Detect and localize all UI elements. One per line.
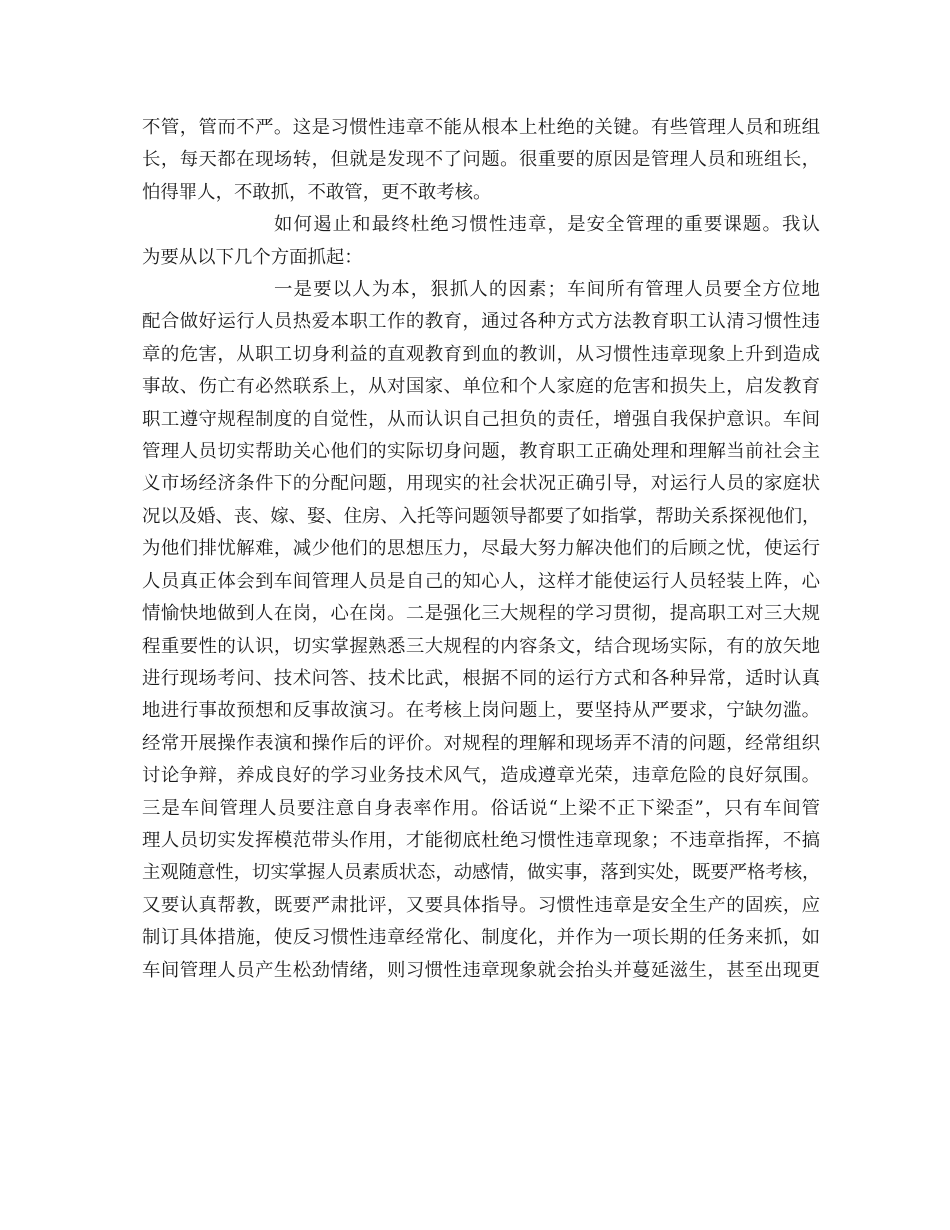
text-line: 为要从以下几个方面抓起： [142, 246, 363, 268]
text-line: 程重要性的认识，切实掌握熟悉三大规程的内容条文，结合现场实际，有的放矢地 [142, 635, 821, 657]
document-body [142, 112, 820, 987]
text-line: 不管，管而不严。这是习惯性违章不能从根本上杜绝的关键。有些管理人员和班组 [142, 117, 821, 138]
text-line: 人员真正体会到车间管理人员是自己的知心人，这样才能使运行人员轻装上阵，心 [142, 570, 821, 592]
text-line: 讨论争辩，养成良好的学习业务技术风气，造成遵章光荣，违章危险的良好氛围。 [142, 765, 821, 787]
text-line: 如何遏止和最终杜绝习惯性违章，是安全管理的重要课题。我认 [274, 214, 822, 236]
text-line: 章的危害，从职工切身利益的直观教育到血的教训，从习惯性违章现象上升到造成 [142, 343, 821, 365]
paragraph [142, 274, 820, 987]
paragraph [142, 209, 820, 274]
text-line: 事故、伤亡有必然联系上，从对国家、单位和个人家庭的危害和损失上，启发教育 [142, 376, 821, 398]
text-line: 制订具体措施，使反习惯性违章经常化、制度化，并作为一项长期的任务来抓，如 [142, 927, 821, 949]
paragraph [142, 112, 820, 209]
text-line: 进行现场考问、技术问答、技术比武，根据不同的运行方式和各种异常，适时认真 [142, 667, 821, 689]
text-line: 况以及婚、丧、嫁、娶、住房、入托等问题领导都要了如指掌，帮助关系探视他们， [142, 505, 821, 527]
text-line: 怕得罪人，不敢抓，不敢管，更不敢考核。 [142, 181, 492, 203]
text-line: 理人员切实发挥模范带头作用，才能彻底杜绝习惯性违章现象；不违章指挥，不搞 [142, 829, 821, 851]
text-line: 三是车间管理人员要注意自身表率作用。俗话说“上梁不正下梁歪”，只有车间管 [142, 797, 822, 819]
text-line: 职工遵守规程制度的自觉性，从而认识自己担负的责任，增强自我保护意识。车间 [142, 408, 821, 430]
text-line: 地进行事故预想和反事故演习。在考核上岗问题上，要坚持从严要求，宁缺勿滥。 [142, 700, 821, 722]
text-line: 长，每天都在现场转，但就是发现不了问题。很重要的原因是管理人员和班组长， [142, 149, 821, 171]
text-line: 主观随意性，切实掌握人员素质状态，动感情，做实事，落到实处，既要严格考核， [142, 862, 821, 884]
text-line: 管理人员切实帮助关心他们的实际切身问题，教育职工正确处理和理解当前社会主 [142, 441, 821, 463]
text-line: 情愉快地做到人在岗，心在岗。二是强化三大规程的学习贯彻，提高职工对三大规 [142, 603, 821, 625]
text-line: 配合做好运行人员热爱本职工作的教育，通过各种方式方法教育职工认清习惯性违 [142, 311, 821, 333]
text-line: 经常开展操作表演和操作后的评价。对规程的理解和现场弄不清的问题，经常组织 [142, 732, 821, 754]
text-line: 车间管理人员产生松劲情绪，则习惯性违章现象就会抬头并蔓延滋生，甚至出现更 [142, 959, 821, 981]
text-line: 又要认真帮教，既要严肃批评，又要具体指导。习惯性违章是安全生产的固疾，应 [142, 894, 821, 916]
text-line: 一是要以人为本，狠抓人的因素；车间所有管理人员要全方位地 [274, 279, 822, 301]
text-line: 义市场经济条件下的分配问题，用现实的社会状况正确引导，对运行人员的家庭状 [142, 473, 821, 495]
text-line: 为他们排忧解难，减少他们的思想压力，尽最大努力解决他们的后顾之忧，使运行 [142, 538, 821, 560]
